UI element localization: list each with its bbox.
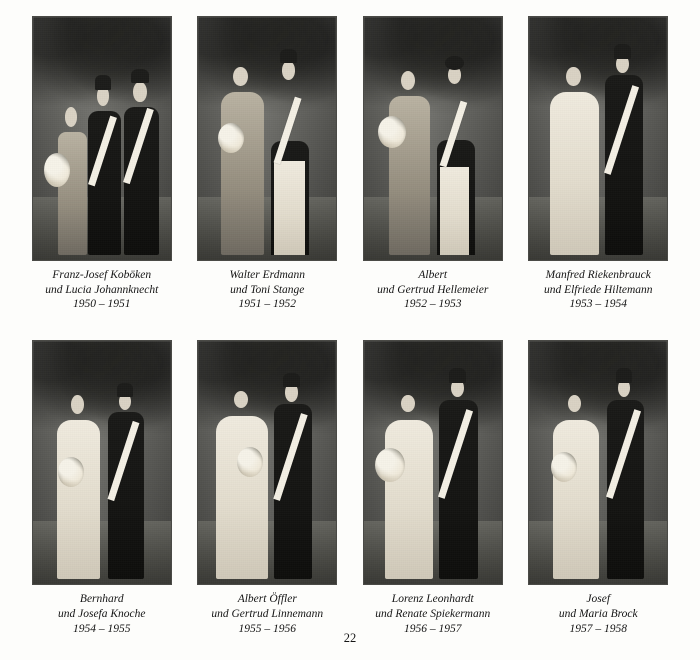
caption-line: Franz-Josef Koböken — [52, 269, 152, 281]
bouquet — [58, 457, 84, 487]
top-hat — [283, 373, 300, 387]
caption-line: und Josefa Knoche — [57, 607, 146, 620]
top-hat — [131, 69, 149, 84]
caption-line: Josef — [586, 593, 611, 606]
photo-caption-1 — [27, 268, 177, 312]
figure-body — [57, 420, 100, 579]
photo-caption-6 — [192, 592, 342, 636]
bouquet — [375, 448, 405, 482]
figure-head — [401, 395, 415, 412]
figure-body — [221, 92, 265, 255]
figure-man-right — [121, 70, 162, 255]
figure-head — [568, 395, 581, 412]
caption-line: und Lucia Johannknecht — [45, 283, 159, 296]
caption-line: 1951 – 1952 — [238, 298, 296, 311]
figure-head — [233, 67, 248, 86]
photo-cell-8 — [521, 340, 677, 636]
photograph-3 — [363, 16, 503, 261]
figure-head — [71, 395, 84, 414]
caption-line: Manfred Riekenbrauck — [545, 269, 651, 281]
caption-line: 1950 – 1951 — [73, 298, 131, 311]
figure-trousers — [440, 167, 469, 255]
bouquet — [44, 153, 70, 187]
page-number: 22 — [343, 631, 357, 645]
caption-line: 1956 – 1957 — [404, 622, 462, 635]
photo-caption-7 — [358, 592, 508, 636]
caption-line: und Gertrud Linnemann — [211, 607, 324, 620]
photo-caption-2 — [192, 268, 342, 312]
figure-woman — [55, 390, 102, 580]
photo-cell-7 — [355, 340, 511, 636]
photo-cell-1 — [24, 16, 180, 312]
photo-cell-3 — [355, 16, 511, 312]
figure-head — [234, 391, 248, 408]
photograph-5 — [32, 340, 172, 585]
photo-cell-6 — [190, 340, 346, 636]
caption-line: 1952 – 1953 — [404, 298, 462, 311]
caption-line: und Maria Brock — [558, 607, 638, 620]
bouquet — [237, 447, 263, 477]
ground — [33, 521, 171, 584]
figure-man — [105, 385, 149, 579]
figure-trousers — [274, 161, 305, 255]
figure-man — [270, 375, 317, 579]
top-hat — [614, 44, 631, 59]
figure-woman — [549, 61, 601, 255]
caption-line: 1953 – 1954 — [569, 298, 627, 311]
caption-line: und Elfriede Hiltemann — [543, 283, 653, 296]
top-hat — [616, 368, 632, 383]
photo-caption-4 — [523, 268, 673, 312]
photo-grid-row-1 — [0, 0, 700, 312]
top-hat — [280, 49, 297, 63]
caption-line: 1954 – 1955 — [73, 622, 131, 635]
photograph-1 — [32, 16, 172, 261]
figure-man — [604, 370, 648, 579]
caption-line: und Gertrud Hellemeier — [377, 283, 489, 296]
caption-line: 1957 – 1958 — [569, 622, 627, 635]
figure-head — [282, 61, 295, 79]
figure-head — [566, 67, 581, 86]
photograph-6 — [197, 340, 337, 585]
figure-man — [436, 370, 483, 579]
photo-caption-8 — [523, 592, 673, 636]
photo-grid-row-2 — [0, 324, 700, 636]
figure-man — [267, 51, 314, 255]
caption-line: und Toni Stange — [230, 283, 305, 296]
caption-line: 1955 – 1956 — [238, 622, 296, 635]
caption-line: und Renate Spiekermann — [375, 607, 491, 620]
photo-caption-3 — [358, 268, 508, 312]
caption-line: Bernhard — [79, 593, 124, 606]
figure-body — [385, 420, 433, 579]
photo-cell-5 — [24, 340, 180, 636]
bouquet — [378, 116, 406, 148]
figure-man — [601, 46, 648, 255]
figure-woman — [383, 390, 435, 580]
figure-woman — [551, 390, 601, 580]
bouquet — [218, 123, 244, 153]
figure-head — [133, 82, 146, 102]
caption-line: Albert — [418, 269, 448, 281]
photograph-8 — [528, 340, 668, 585]
photo-cell-4 — [521, 16, 677, 312]
figure-man-center — [85, 75, 124, 255]
figure-man — [433, 56, 480, 255]
photograph-4 — [528, 16, 668, 261]
photo-caption-5 — [27, 592, 177, 636]
caption-line: Walter Erdmann — [229, 269, 305, 281]
top-hat — [449, 368, 466, 383]
figure-body — [553, 420, 599, 579]
house-wall — [33, 341, 171, 443]
photograph-7 — [363, 340, 503, 585]
figure-head — [65, 107, 77, 127]
caption-line: Lorenz Leonhardt — [391, 593, 474, 606]
figure-body — [216, 416, 268, 579]
figure-woman — [215, 385, 270, 579]
top-hat — [95, 75, 110, 89]
figure-woman — [386, 66, 433, 256]
top-hat — [117, 383, 133, 397]
figure-body — [550, 92, 599, 255]
figure-head — [401, 71, 415, 90]
figure-body — [58, 132, 87, 256]
figure-woman — [218, 61, 268, 255]
caption-line: Albert Öffler — [237, 593, 297, 606]
photo-cell-2 — [190, 16, 346, 312]
photograph-2 — [197, 16, 337, 261]
bowler-hat — [445, 56, 464, 70]
